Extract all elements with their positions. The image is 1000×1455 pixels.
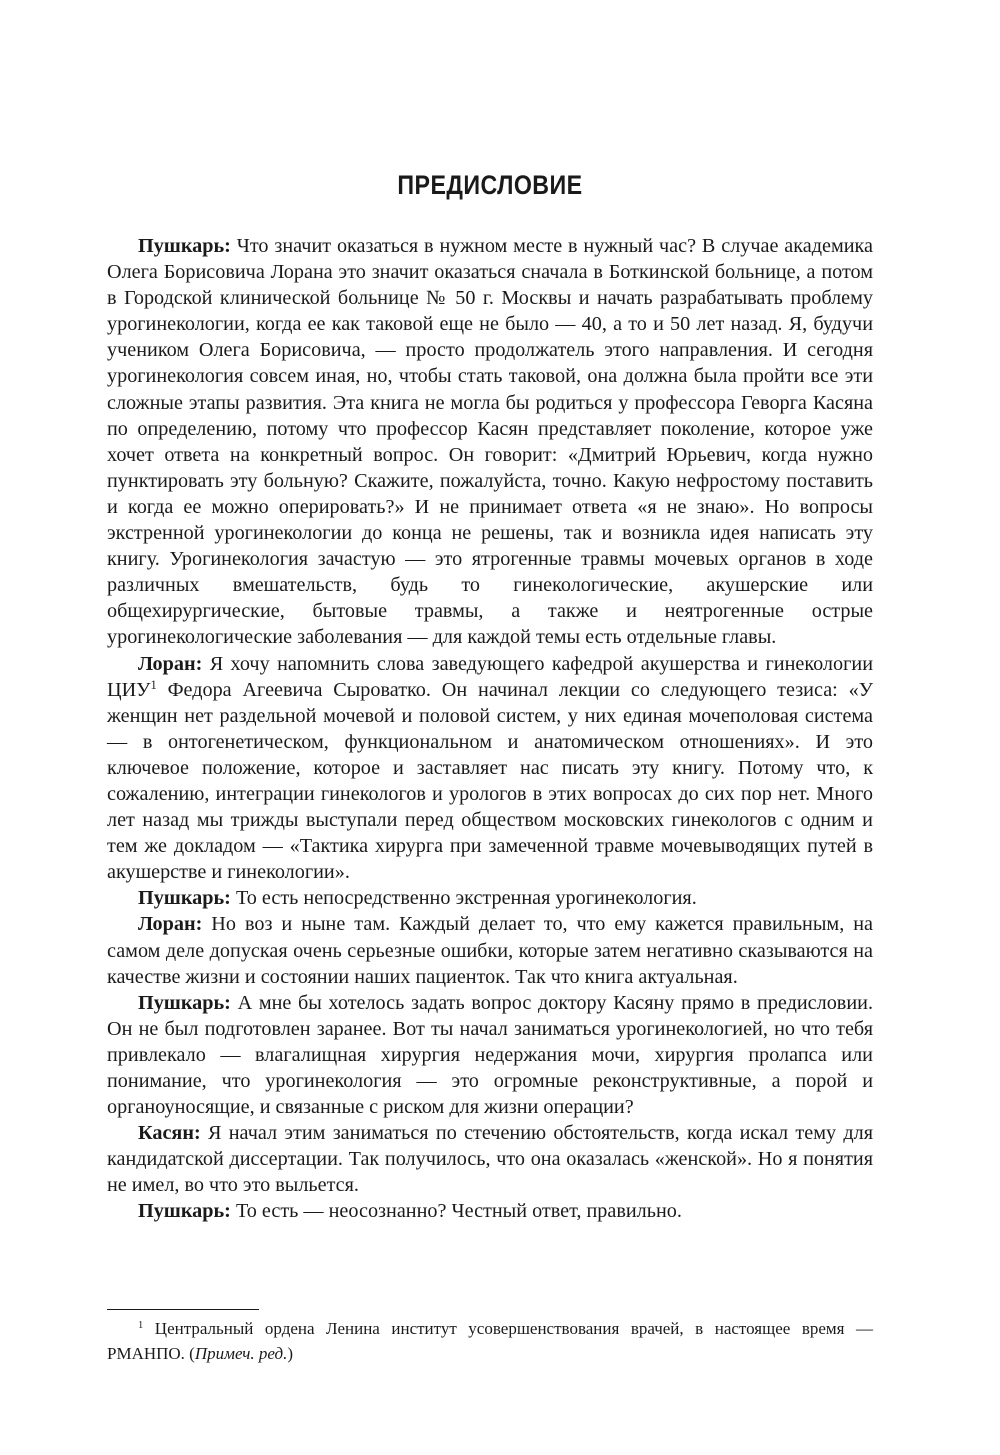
speaker-name: Пушкарь: [138, 1200, 231, 1223]
footnote-close: ) [287, 1344, 294, 1363]
preface-body [107, 233, 873, 1225]
footnote-editor-note: Примеч. ред. [194, 1344, 288, 1363]
footnote-reference: 1 [150, 677, 157, 692]
dialogue-paragraph [107, 990, 873, 1120]
dialogue-paragraph [107, 1120, 873, 1198]
footnote-mark: 1 [138, 1320, 144, 1332]
paragraph-text: А мне бы хотелось задать вопрос доктору Касяну прямо в предисловии. Он не был подготовлен заранее. Вот ты начал заниматься урогинекологией, но что тебя привлекало — влагалищная хирургия недержания мочи, хирургия пролапса или понимание, что урогинекология — это огромные реконструктивные, а порой и органоуносящие, и связанные с риском для жизни операции? [107, 991, 873, 1119]
dialogue-paragraph [107, 651, 873, 886]
dialogue-paragraph [107, 911, 873, 989]
footnote-divider [107, 1309, 259, 1310]
dialogue-paragraph [107, 885, 873, 911]
dialogue-paragraph [107, 233, 873, 651]
paragraph-text: Я хочу напомнить слова заведующего кафедрой акушерства и гинекологии ЦИУ [107, 652, 873, 701]
paragraph-text: Федора Агеевича Сыроватко. Он начинал лекции со следующего тезиса: «У женщин нет раздельной мочевой и половой систем, у них единая мочеполовая система — в онтогенетическом, функциональном и анатомическом отношениях». И это ключевое положение, которое и заставляет нас писать эту книгу. Потому что, к сожалению, интеграции гинекологов и урологов в этих вопросах до сих пор нет. Много лет назад мы трижды выступали перед обществом московских гинекологов с одним и тем же докладом — «Тактика хирурга при замеченной травме мочевыводящих путей в акушерстве и гинекологии». [107, 678, 873, 884]
speaker-name: Касян: [138, 1122, 201, 1145]
speaker-name: Пушкарь: [138, 235, 231, 257]
paragraph-text: Но воз и ныне там. Каждый делает то, что ему кажется правильным, на самом деле допуская очень серьезные ошибки, которые затем негативно сказываются на качестве жизни и состоянии наших пациенток. Так что книга актуальная. [107, 913, 873, 988]
speaker-name: Лоран: [138, 913, 203, 936]
speaker-name: Пушкарь: [138, 991, 231, 1014]
speaker-name: Пушкарь: [138, 887, 231, 910]
paragraph-text: Я начал этим заниматься по стечению обстоятельств, когда искал тему для кандидатской диссертации. Так получилось, что она оказалась «женской». Но я понятия не имел, во что это выльется. [107, 1122, 873, 1197]
footnote [107, 1316, 873, 1366]
footnote-text: Центральный ордена Ленина институт усовершенствования врачей, в настоящее время — РМАНПО. ( [107, 1319, 873, 1363]
document-page [107, 0, 873, 1455]
speaker-name: Лоран: [138, 652, 203, 675]
paragraph-text: То есть непосредственно экстренная урогинекология. [230, 887, 697, 910]
paragraph-text: Что значит оказаться в нужном месте в нужный час? В случае академика Олега Борисовича Лорана это значит оказаться сначала в Боткинской больнице, а потом в Городской клинической больнице № 50 г. Москвы и начать разрабатывать проблему урогинекологии, когда ее как таковой еще не было — 40, а то и 50 лет назад. Я, будучи учеником Олега Борисовича, — просто продолжатель этого направления. И сегодня урогинекология совсем иная, но, чтобы стать таковой, она должна была пройти все эти сложные этапы развития. Эта книга не могла бы родиться у профессора Геворга Касяна по определению, потому что профессор Касян представляет поколение, которое уже хочет ответа на конкретный вопрос. Он говорит: «Дмитрий Юрьевич, когда нужно пунктировать эту больную? Скажите, пожалуйста, точно. Какую нефростому поставить и когда ее можно оперировать?» И не принимает ответа «я не знаю». Но вопросы экстренной урогинекологии до конца не решены, так и возникла идея написать эту книгу. Урогинекология зачастую — это ятрогенные травмы мочевых органов в ходе различных вмешательств, будь то гинекологические, акушерские или общехирургические, бытовые травмы, а также и неятрогенные острые урогинекологические заболевания — для каждой темы есть отдельные главы. [107, 235, 873, 649]
paragraph-text: То есть — неосознанно? Честный ответ, правильно. [230, 1200, 682, 1223]
page-title: ПРЕДИСЛОВИЕ [397, 170, 583, 200]
dialogue-paragraph [107, 1198, 873, 1224]
